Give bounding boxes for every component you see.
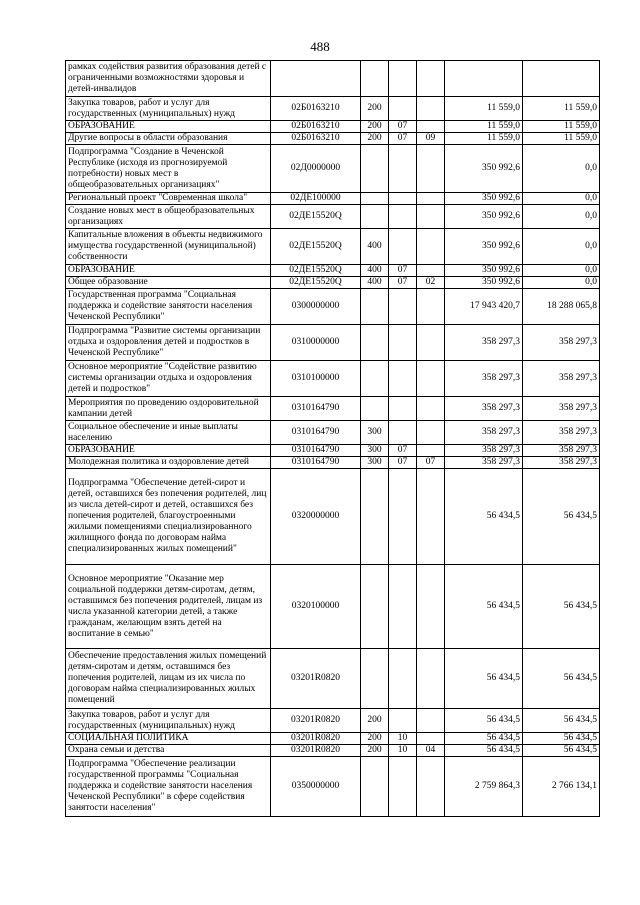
amount-year-1: 350 992,6 xyxy=(445,205,523,229)
subsection-code xyxy=(417,649,445,709)
expense-type xyxy=(361,397,389,421)
amount-year-2: 0,0 xyxy=(523,277,600,289)
section-code xyxy=(389,193,417,205)
amount-year-1: 358 297,3 xyxy=(445,361,523,397)
amount-year-2: 358 297,3 xyxy=(523,457,600,469)
subsection-code xyxy=(417,445,445,457)
target-code: 02Б0163210 xyxy=(271,121,361,133)
expense-type: 300 xyxy=(361,457,389,469)
amount-year-1: 2 759 864,3 xyxy=(445,757,523,817)
section-code xyxy=(389,289,417,325)
section-code xyxy=(389,397,417,421)
expense-type: 200 xyxy=(361,97,389,121)
expense-type xyxy=(361,757,389,817)
expense-type xyxy=(361,61,389,97)
table-row xyxy=(66,229,600,265)
section-code xyxy=(389,205,417,229)
table-row xyxy=(66,733,600,745)
amount-year-1: 56 434,5 xyxy=(445,565,523,649)
subsection-code: 02 xyxy=(417,277,445,289)
amount-year-1: 56 434,5 xyxy=(445,709,523,733)
section-code xyxy=(389,229,417,265)
amount-year-1: 17 943 420,7 xyxy=(445,289,523,325)
amount-year-1: 350 992,6 xyxy=(445,277,523,289)
subsection-code xyxy=(417,229,445,265)
amount-year-2: 56 434,5 xyxy=(523,709,600,733)
amount-year-2: 0,0 xyxy=(523,229,600,265)
item-name: Подпрограмма "Обеспечение детей-сирот и детей, оставшихся без попечения родителей, лиц из числа детей-сирот и детей, оставшихся без попечения родителей, благоустроенными жилыми помещениями специализированного жилищного фонда по договорам найма специализированных жилых помещений" xyxy=(66,469,271,565)
section-code: 07 xyxy=(389,277,417,289)
subsection-code: 04 xyxy=(417,745,445,757)
amount-year-2 xyxy=(523,61,600,97)
expense-type xyxy=(361,193,389,205)
table-row xyxy=(66,325,600,361)
subsection-code xyxy=(417,397,445,421)
subsection-code xyxy=(417,61,445,97)
table-row xyxy=(66,133,600,145)
section-code xyxy=(389,325,417,361)
page-number: 488 xyxy=(310,39,330,54)
amount-year-1: 358 297,3 xyxy=(445,421,523,445)
amount-year-2: 56 434,5 xyxy=(523,565,600,649)
amount-year-1: 11 559,0 xyxy=(445,97,523,121)
table-row xyxy=(66,205,600,229)
expense-type: 400 xyxy=(361,265,389,277)
section-code xyxy=(389,565,417,649)
item-name: СОЦИАЛЬНАЯ ПОЛИТИКА xyxy=(66,733,271,745)
subsection-code xyxy=(417,193,445,205)
section-code xyxy=(389,469,417,565)
target-code: 0310164790 xyxy=(271,457,361,469)
expense-type: 400 xyxy=(361,277,389,289)
item-name: ОБРАЗОВАНИЕ xyxy=(66,445,271,457)
amount-year-1: 350 992,6 xyxy=(445,265,523,277)
target-code xyxy=(271,61,361,97)
target-code: 02ДЕ15520Q xyxy=(271,277,361,289)
amount-year-2: 2 766 134,1 xyxy=(523,757,600,817)
item-name: Охрана семьи и детства xyxy=(66,745,271,757)
section-code xyxy=(389,421,417,445)
amount-year-1: 56 434,5 xyxy=(445,469,523,565)
amount-year-1: 358 297,3 xyxy=(445,445,523,457)
subsection-code xyxy=(417,145,445,193)
table-row xyxy=(66,61,600,97)
item-name: Государственная программа "Социальная поддержка и содействие занятости населения Чеченской Республики" xyxy=(66,289,271,325)
item-name: Обеспечение предоставления жилых помещений детям-сиротам и детям, оставшимся без попечения родителей, лицам из их числа по договорам найма специализированных жилых помещений xyxy=(66,649,271,709)
table-row xyxy=(66,745,600,757)
amount-year-2: 11 559,0 xyxy=(523,121,600,133)
section-code xyxy=(389,649,417,709)
amount-year-1: 358 297,3 xyxy=(445,457,523,469)
section-code: 07 xyxy=(389,457,417,469)
amount-year-2: 358 297,3 xyxy=(523,421,600,445)
table-row xyxy=(66,445,600,457)
target-code: 0350000000 xyxy=(271,757,361,817)
target-code: 03201R0820 xyxy=(271,745,361,757)
amount-year-2: 56 434,5 xyxy=(523,649,600,709)
item-name: Подпрограмма "Обеспечение реализации государственной программы "Социальная поддержка и содействие занятости населения Чеченской Республики" в сфере содействия занятости населения" xyxy=(66,757,271,817)
amount-year-1: 358 297,3 xyxy=(445,325,523,361)
subsection-code xyxy=(417,121,445,133)
section-code xyxy=(389,97,417,121)
budget-table xyxy=(65,60,600,817)
subsection-code xyxy=(417,265,445,277)
target-code: 02Б0163210 xyxy=(271,133,361,145)
amount-year-2: 0,0 xyxy=(523,193,600,205)
item-name: Подпрограмма "Создание в Чеченской Республике (исходя из прогнозируемой потребности) новых мест в общеобразовательных организациях" xyxy=(66,145,271,193)
amount-year-1: 56 434,5 xyxy=(445,745,523,757)
subsection-code xyxy=(417,361,445,397)
amount-year-2: 0,0 xyxy=(523,265,600,277)
amount-year-2: 56 434,5 xyxy=(523,745,600,757)
expense-type xyxy=(361,361,389,397)
item-name: Молодежная политика и оздоровление детей xyxy=(66,457,271,469)
amount-year-1: 350 992,6 xyxy=(445,145,523,193)
target-code: 03201R0820 xyxy=(271,733,361,745)
subsection-code xyxy=(417,97,445,121)
item-name: Региональный проект "Современная школа" xyxy=(66,193,271,205)
section-code: 07 xyxy=(389,265,417,277)
section-code: 10 xyxy=(389,745,417,757)
subsection-code: 07 xyxy=(417,457,445,469)
item-name: Социальное обеспечение и иные выплаты населению xyxy=(66,421,271,445)
amount-year-1: 56 434,5 xyxy=(445,649,523,709)
table-row xyxy=(66,265,600,277)
subsection-code xyxy=(417,565,445,649)
amount-year-2: 358 297,3 xyxy=(523,445,600,457)
expense-type xyxy=(361,289,389,325)
section-code xyxy=(389,361,417,397)
expense-type: 200 xyxy=(361,709,389,733)
section-code: 07 xyxy=(389,121,417,133)
amount-year-1: 11 559,0 xyxy=(445,133,523,145)
section-code xyxy=(389,145,417,193)
expense-type xyxy=(361,565,389,649)
amount-year-2: 11 559,0 xyxy=(523,133,600,145)
amount-year-1: 56 434,5 xyxy=(445,733,523,745)
item-name: Закупка товаров, работ и услуг для государственных (муниципальных) нужд xyxy=(66,709,271,733)
table-row xyxy=(66,361,600,397)
amount-year-1: 350 992,6 xyxy=(445,193,523,205)
target-code: 0310164790 xyxy=(271,421,361,445)
target-code: 0310100000 xyxy=(271,361,361,397)
subsection-code xyxy=(417,325,445,361)
item-name: Подпрограмма "Развитие системы организации отдыха и оздоровления детей и подростков в Чеченской Республике" xyxy=(66,325,271,361)
target-code: 02Б0163210 xyxy=(271,97,361,121)
item-name: Другие вопросы в области образования xyxy=(66,133,271,145)
amount-year-1: 11 559,0 xyxy=(445,121,523,133)
amount-year-2: 56 434,5 xyxy=(523,733,600,745)
section-code xyxy=(389,757,417,817)
table-row xyxy=(66,649,600,709)
table-row xyxy=(66,193,600,205)
target-code: 02ДЕ100000 xyxy=(271,193,361,205)
expense-type xyxy=(361,649,389,709)
item-name: Создание новых мест в общеобразовательных организациях xyxy=(66,205,271,229)
amount-year-2: 0,0 xyxy=(523,145,600,193)
expense-type xyxy=(361,469,389,565)
expense-type: 300 xyxy=(361,445,389,457)
expense-type: 400 xyxy=(361,229,389,265)
target-code: 02Д0000000 xyxy=(271,145,361,193)
table-row xyxy=(66,565,600,649)
amount-year-2: 56 434,5 xyxy=(523,469,600,565)
section-code xyxy=(389,61,417,97)
item-name: ОБРАЗОВАНИЕ xyxy=(66,265,271,277)
expense-type xyxy=(361,145,389,193)
table-row xyxy=(66,97,600,121)
amount-year-1: 350 992,6 xyxy=(445,229,523,265)
amount-year-2: 358 297,3 xyxy=(523,397,600,421)
expense-type: 200 xyxy=(361,745,389,757)
amount-year-2: 18 288 065,8 xyxy=(523,289,600,325)
expense-type xyxy=(361,205,389,229)
amount-year-1: 358 297,3 xyxy=(445,397,523,421)
subsection-code xyxy=(417,733,445,745)
item-name: Основное мероприятие "Содействие развитию системы организации отдыха и оздоровления детей и подростков" xyxy=(66,361,271,397)
section-code: 07 xyxy=(389,133,417,145)
target-code: 0310164790 xyxy=(271,445,361,457)
target-code: 02ДЕ15520Q xyxy=(271,265,361,277)
table-row xyxy=(66,121,600,133)
item-name: Основное мероприятие "Оказание мер социальной поддержки детям-сиротам, детям, оставшимся без попечения родителей, лицам из числа указанной категории детей, а также гражданам, желающим взять детей на воспитание в семью" xyxy=(66,565,271,649)
table-row xyxy=(66,469,600,565)
expense-type: 300 xyxy=(361,421,389,445)
table-row xyxy=(66,277,600,289)
target-code: 03201R0820 xyxy=(271,649,361,709)
item-name: рамках содействия развития образования детей с ограниченными возможностями здоровья и детей-инвалидов xyxy=(66,61,271,97)
subsection-code xyxy=(417,289,445,325)
subsection-code xyxy=(417,205,445,229)
subsection-code xyxy=(417,709,445,733)
table-row xyxy=(66,289,600,325)
item-name: Закупка товаров, работ и услуг для государственных (муниципальных) нужд xyxy=(66,97,271,121)
expense-type: 200 xyxy=(361,133,389,145)
table-row xyxy=(66,757,600,817)
item-name: Капитальные вложения в объекты недвижимого имущества государственной (муниципальной) собственности xyxy=(66,229,271,265)
amount-year-2: 358 297,3 xyxy=(523,325,600,361)
item-name: Общее образование xyxy=(66,277,271,289)
table-row xyxy=(66,457,600,469)
item-name: ОБРАЗОВАНИЕ xyxy=(66,121,271,133)
target-code: 0320000000 xyxy=(271,469,361,565)
section-code: 07 xyxy=(389,445,417,457)
target-code: 03201R0820 xyxy=(271,709,361,733)
amount-year-2: 11 559,0 xyxy=(523,97,600,121)
subsection-code xyxy=(417,421,445,445)
target-code: 02ДЕ15520Q xyxy=(271,229,361,265)
table-row xyxy=(66,709,600,733)
expense-type xyxy=(361,325,389,361)
amount-year-1 xyxy=(445,61,523,97)
table-row xyxy=(66,145,600,193)
subsection-code: 09 xyxy=(417,133,445,145)
subsection-code xyxy=(417,757,445,817)
section-code: 10 xyxy=(389,733,417,745)
table-row xyxy=(66,421,600,445)
section-code xyxy=(389,709,417,733)
target-code: 02ДЕ15520Q xyxy=(271,205,361,229)
expense-type: 200 xyxy=(361,121,389,133)
amount-year-2: 358 297,3 xyxy=(523,361,600,397)
target-code: 0300000000 xyxy=(271,289,361,325)
target-code: 0310164790 xyxy=(271,397,361,421)
table-row xyxy=(66,397,600,421)
target-code: 0310000000 xyxy=(271,325,361,361)
expense-type: 200 xyxy=(361,733,389,745)
amount-year-2: 0,0 xyxy=(523,205,600,229)
item-name: Мероприятия по проведению оздоровительной кампании детей xyxy=(66,397,271,421)
target-code: 0320100000 xyxy=(271,565,361,649)
subsection-code xyxy=(417,469,445,565)
